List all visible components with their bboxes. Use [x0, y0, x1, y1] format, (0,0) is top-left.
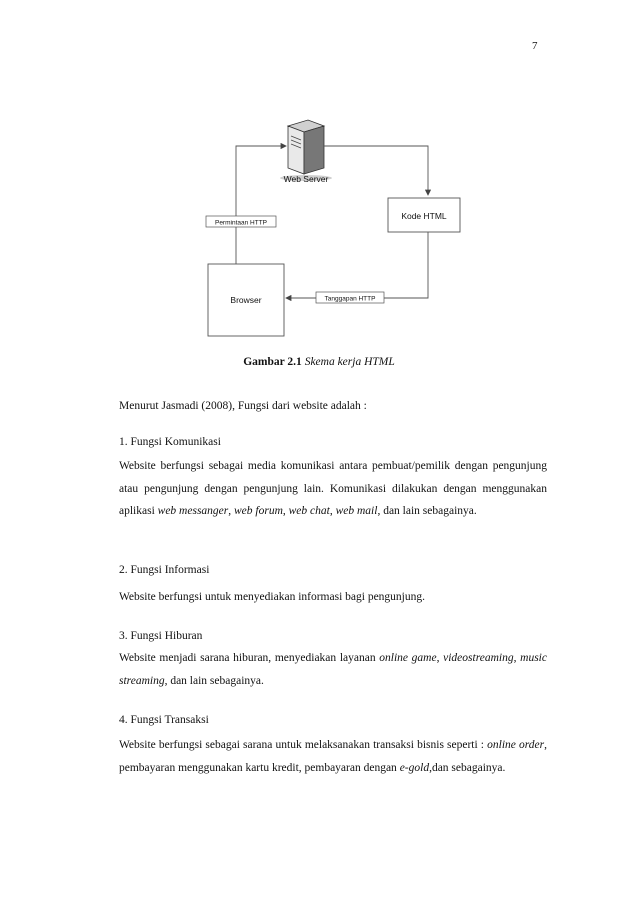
browser-label: Browser	[230, 295, 262, 305]
section-2-heading: 2. Fungsi Informasi	[119, 564, 210, 576]
page-number: 7	[532, 40, 538, 52]
section-4-heading: 4. Fungsi Transaksi	[119, 714, 209, 726]
caption-title: Skema kerja HTML	[304, 356, 395, 368]
figure-caption	[0, 356, 638, 368]
arrow-server-to-kode	[324, 146, 428, 195]
intro-text: Menurut Jasmadi (2008), Fungsi dari website adalah :	[119, 400, 367, 412]
section-3-body: Website menjadi sarana hiburan, menyediakan layanan online game, videostreaming, music streaming, dan lain sebagainya.	[119, 652, 547, 687]
section-3-heading: 3. Fungsi Hiburan	[119, 630, 203, 642]
section-4-body: Website berfungsi sebagai sarana untuk melaksanakan transaksi bisnis seperti : online order, pembayaran menggunakan kartu kredit, pembayaran dengan e-gold,dan sebagainya.	[119, 739, 547, 774]
section-2-body: Website berfungsi untuk menyediakan informasi bagi pengunjung.	[119, 591, 425, 603]
web-server-label: Web Server	[283, 174, 329, 184]
section-1-heading: 1. Fungsi Komunikasi	[119, 436, 221, 448]
arrow-browser-to-server	[236, 146, 286, 264]
request-label: Permintaan HTTP	[214, 219, 268, 227]
web-server-icon	[280, 120, 332, 181]
kode-html-label: Kode HTML	[401, 211, 447, 221]
arrow-kode-to-browser	[286, 232, 428, 298]
section-1-body: Website berfungsi sebagai media komunikasi antara pembuat/pemilik dengan pengunjung atau pengunjung dengan pengunjung lain. Komunikasi dilakukan dengan menggunakan aplikasi web messanger, web forum, web chat, web mail, dan lain sebagainya.	[119, 460, 547, 517]
response-label: Tanggapan HTTP	[324, 295, 376, 303]
html-workflow-diagram	[200, 112, 470, 344]
caption-prefix: Gambar 2.1	[243, 356, 302, 368]
